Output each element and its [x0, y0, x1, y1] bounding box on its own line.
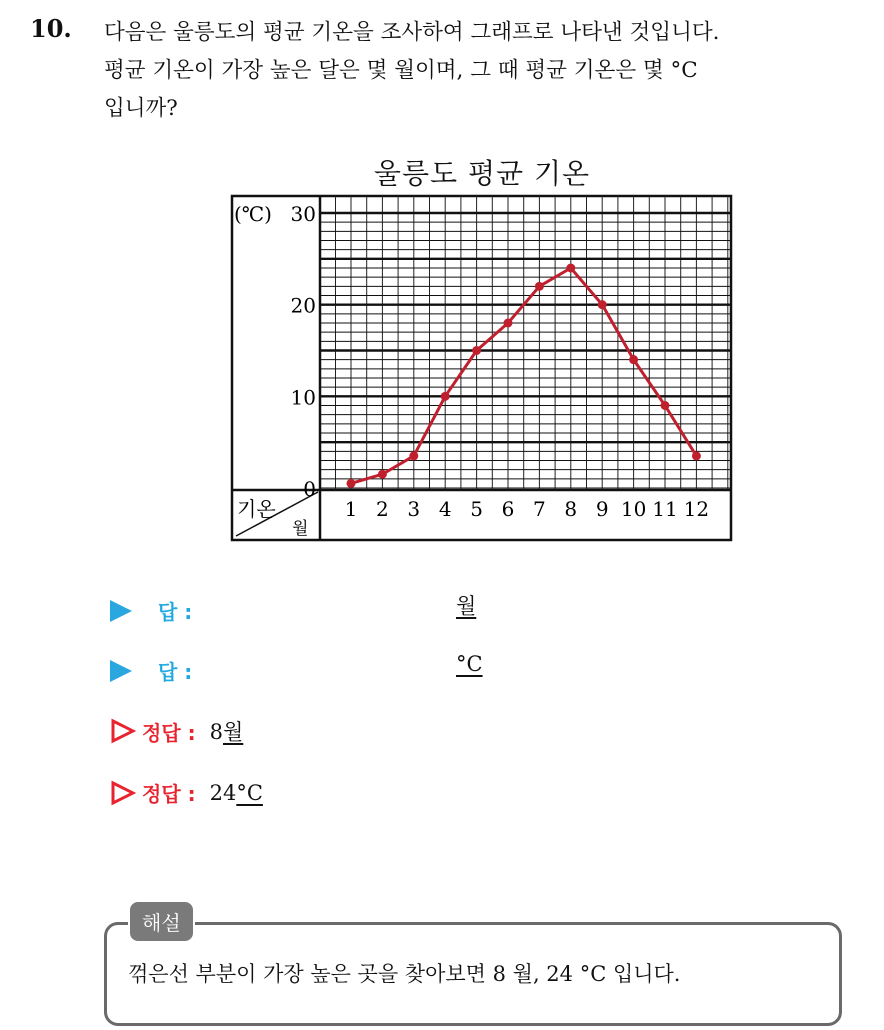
data-point [378, 470, 387, 479]
answer-row-month [110, 596, 192, 625]
outline-triangle-icon [110, 780, 136, 806]
corner-label-temperature: 기온 [237, 497, 276, 521]
play-triangle-icon [110, 600, 132, 622]
data-point [472, 346, 481, 355]
x-tick-label: 4 [438, 497, 452, 521]
x-tick-label: 8 [564, 497, 578, 521]
x-tick-label: 5 [470, 497, 483, 521]
y-tick-label: 10 [290, 385, 316, 410]
data-point [347, 479, 356, 488]
answer-month-unit-text: 월 [456, 594, 477, 618]
answer-row-temp [110, 656, 192, 685]
question-line: 다음은 울릉도의 평균 기온을 조사하여 그래프로 나타낸 것입니다. [104, 20, 720, 45]
data-point [566, 264, 575, 273]
y-tick-label: 0 [303, 477, 316, 501]
chart-title-text: 울릉도 평균 기온 [373, 157, 591, 190]
y-axis-ticks [291, 202, 316, 501]
data-point [535, 282, 544, 291]
correct-row-month [110, 716, 243, 746]
outline-triangle-icon [110, 718, 136, 744]
question-line: 입니까? [104, 96, 178, 121]
correct-label: 정답 : [142, 720, 196, 745]
answer-temp-unit-text: °C [456, 652, 483, 676]
question-line: 평균 기온이 가장 높은 달은 몇 월이며, 그 때 평균 기온은 몇 °C [104, 58, 698, 83]
correct-row-temp [110, 778, 263, 807]
question-number: 10. [30, 14, 72, 43]
data-point [661, 401, 670, 410]
correct-value [210, 781, 263, 805]
data-point [629, 355, 638, 364]
explanation-tag: 해설 [128, 900, 195, 943]
x-tick-label: 9 [595, 497, 609, 521]
data-point [409, 451, 418, 460]
x-tick-label: 3 [407, 497, 421, 521]
correct-number: 8 [209, 720, 223, 744]
answer-label: 답 : [158, 600, 193, 624]
y-tick-label: 30 [290, 202, 316, 226]
chart-grid [320, 196, 731, 490]
answer-temp-unit[interactable] [456, 652, 483, 676]
x-tick-label: 2 [376, 497, 389, 521]
explanation-text: 꺾은선 부분이 가장 높은 곳을 찾아보면 8 월, 24 °C 입니다. [128, 962, 681, 986]
x-tick-label: 7 [533, 497, 546, 521]
x-tick-label: 10 [620, 497, 647, 521]
x-tick-label: 12 [683, 497, 710, 521]
data-point [504, 319, 513, 328]
corner-label-month: 월 [292, 519, 309, 539]
data-point [692, 451, 701, 460]
correct-value [210, 716, 244, 746]
x-tick-label: 6 [501, 497, 515, 521]
x-tick-label: 11 [652, 497, 678, 521]
x-tick-label: 1 [344, 497, 358, 521]
y-tick-label: 20 [290, 293, 316, 318]
correct-unit: °C [236, 780, 263, 805]
play-triangle-icon [110, 660, 132, 682]
correct-label: 정답 : [142, 782, 196, 806]
data-point [598, 300, 607, 309]
answer-month-unit[interactable] [456, 590, 476, 620]
correct-number: 24 [209, 780, 237, 805]
correct-unit: 월 [222, 720, 244, 744]
answer-label: 답 : [158, 660, 193, 684]
y-axis-unit-label: (℃) [234, 202, 272, 226]
data-point [441, 392, 450, 401]
x-axis-ticks [345, 497, 709, 521]
